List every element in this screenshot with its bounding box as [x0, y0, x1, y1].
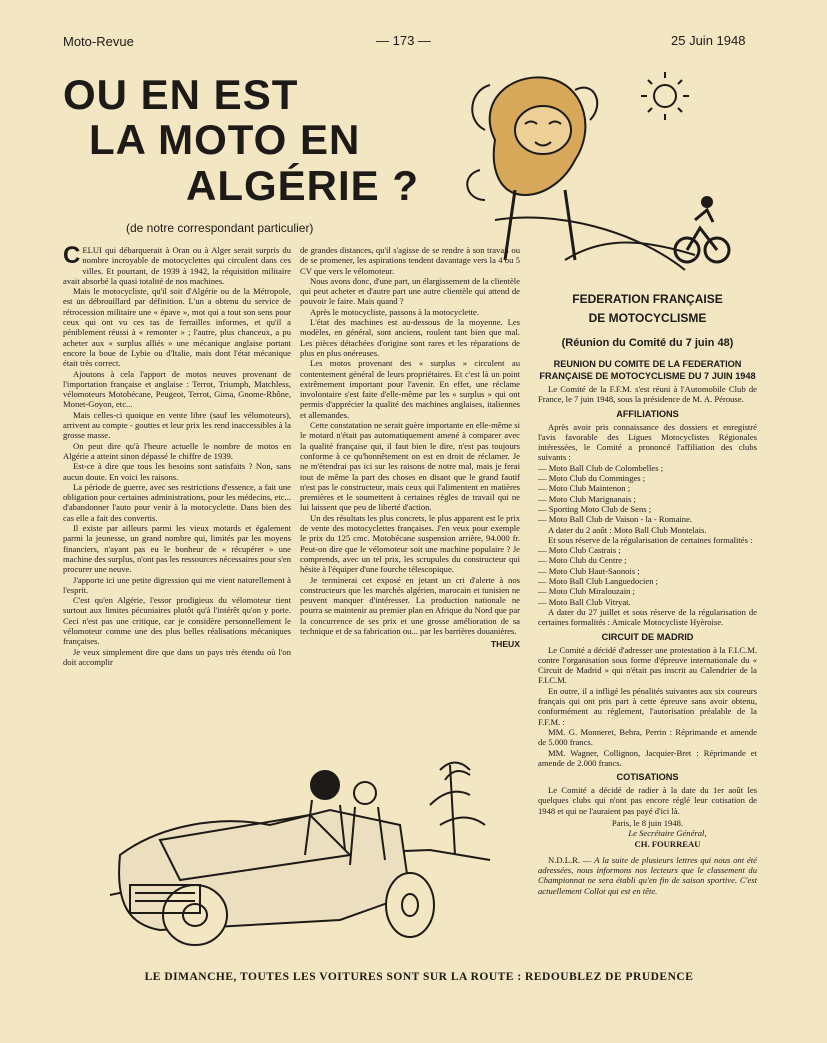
- list-item: — Moto Club Castrais ;: [538, 545, 621, 556]
- article-signature: THEUX: [490, 639, 520, 650]
- signature-role: Le Secrétaire Général,: [628, 828, 707, 839]
- circuit-heading: CIRCUIT DE MADRID: [601, 631, 694, 642]
- headline-line-2: LA MOTO EN: [89, 116, 361, 163]
- list-item: — Moto Ball Club Vitryat.: [538, 596, 631, 607]
- ffm-date: Paris, le 8 juin 1948.: [611, 817, 684, 828]
- article-paragraph: de grandes distances, qu'il s'agisse de se rendre à son travail ou de se promener, les aspirations tendent davantage vers la 4 ou 5 CV que vers le vélomoteur.: [300, 245, 520, 276]
- article-paragraph: C'est qu'en Algérie, l'essor prodigieux du vélomoteur tient surtout aux limites pécuniaires plutôt qu'à l'intérêt qu'on y porte. Ceci n'est pas une critique, car je considère personnellement le vélomoteur comme une des plus belles réalisations mécaniques françaises.: [63, 595, 291, 647]
- sun-icon: [654, 85, 676, 107]
- article-column-2: [300, 245, 520, 650]
- byline: (de notre correspondant particulier): [126, 221, 314, 235]
- article-paragraph: Ajoutons à cela l'apport de motos neuves provenant de l'importation française et anglaise : Terrot, Triumph, Matchless, vélomoteurs Motobécane, Peugeot, Terrot, Gima, Gnome-Rhône, Monet-Goyon, etc...: [63, 368, 291, 410]
- article-paragraph: Les motos provenant des « surplus » circulent au contentement général de leurs propriétaires. Et c'est là un point extrêmement important pour l'avenir. En effet, une réclame involontaire s'est faite d'elle-même par les « surplus » qui ont permis d'apprécier la qualité des machines anglaises, italiennes et allemandes.: [300, 358, 520, 420]
- article-paragraph: Il existe par ailleurs parmi les vieux motards et également parmi la jeunesse, un grand nombre qui, limités par les moyens financiers, n'ayant pas eu le bonheur de « récupérer » une machine des surplus, n'ont pas les ressources nécessaires pour s'en procurer une neuve.: [63, 523, 291, 575]
- meeting-heading: REUNION DU COMITE DE LA FEDERATION FRANÇAISE DE MOTOCYCLISME DU 7 JUIN 1948: [539, 359, 756, 381]
- drop-cap: C: [63, 242, 81, 269]
- cotisations-heading: COTISATIONS: [616, 772, 679, 783]
- list-item: — Moto Ball Club de Vaison - la - Romaine.: [538, 514, 693, 525]
- ffm-title-2: DE MOTOCYCLISME: [588, 311, 707, 325]
- list-item: — Sporting Moto Club de Sens ;: [538, 503, 652, 514]
- article-paragraph: Nous avons donc, d'une part, un élargissement de la clientèle qui peut acheter et d'autre part une autre clientèle qui attend de pouvoir le faire. Mais quand ?: [300, 275, 520, 307]
- club-list-2: [538, 545, 757, 607]
- ffm-paragraph: A dater du 2 août : Moto Ball Club Montelais.: [548, 524, 707, 535]
- headline-line-3: ALGÉRIE ?: [186, 162, 420, 209]
- article-paragraph: La période de guerre, avec ses restrictions d'essence, a fait une obligation pour certaines administrations, pour les médecins, etc... d'abandonner l'auto pour venir à la motocyclette. Dans bien des cas elle a fait des convertis.: [63, 481, 291, 523]
- club-list-1: [538, 463, 757, 525]
- article-paragraph: Je terminerai cet exposé en jetant un cri d'alerte à nos constructeurs que les marchés algérien, marocain et tunisien ne peuvent manquer d'intéresser. La production nationale ne pourra se maintenir au premier plan en Afrique du Nord que par la concurrence de ses prix et une grosse amélioration de sa technique et de sa fabrication ou... par les barrières douanières.: [300, 574, 520, 636]
- list-item: — Moto Club du Comminges ;: [538, 473, 646, 484]
- ffm-paragraph: Après avoir pris connaissance des dossiers et enregistré l'avis favorable des Ligues Motocyclistes Régionales intéressées, le Comité a prononcé l'affiliation des clubs suivants :: [538, 421, 757, 463]
- ndlr-text: A la suite de plusieurs lettres qui nous ont été adressées, nous informons nos lecteurs que le classement du Championnat ne sera établi qu'en fin de saison sportive. C'est actuellement Collot qui est en tête.: [538, 854, 757, 896]
- ffm-paragraph: Le Comité a décidé d'adresser une protestation à la F.I.C.M. contre l'organisation sous forme d'épreuve internationale du « Circuit de Madrid » qui n'était pas inscrit au Calendrier de la F.I.C.M.: [538, 644, 757, 686]
- ndlr-note: [538, 855, 757, 896]
- issue-date: 25 Juin 1948: [671, 33, 746, 48]
- article-paragraph: Cette constatation ne serait guère importante en elle-même si le motard n'était pas automatiquement amené à comparer avec la qualité française qui, il faut bien le dire, n'est pas toujours conforme à ce qu'honnêtement on est en droit de réclamer. Je ne m'étendrai pas ici sur les raisons de notre mal, mais je ferai tout de même la part des choses en disant que le grand fautif n'est pas le constructeur, mais ceux qui l'alimentent en matières premières et le soumettent à certaines règles de travail qui ne lui laissent que peu de liberté d'action.: [300, 420, 520, 513]
- ffm-section: [538, 292, 757, 896]
- list-item: — Moto Club Maintenon ;: [538, 483, 631, 494]
- ndlr-label: N.D.L.R. —: [548, 854, 592, 865]
- headline-line-1: OU EN EST: [63, 71, 299, 118]
- ffm-paragraph: En outre, il a infligé les pénalités suivantes aux six coureurs français qui ont pris part à cette épreuve sans avoir obtenu, conformément au règlement, l'autorisation préalable de la F.F.M. :: [538, 685, 757, 727]
- ffm-subtitle: (Réunion du Comité du 7 juin 48): [561, 337, 734, 349]
- list-item: — Moto Ball Club Languedocien ;: [538, 576, 659, 587]
- list-item: — Moto Club Haut-Saonois ;: [538, 565, 640, 576]
- list-item: — Moto Club Marignanais ;: [538, 493, 636, 504]
- article-paragraph: Après le motocycliste, passons à la motocyclette.: [310, 306, 479, 317]
- article-column-1: [63, 242, 291, 667]
- magazine-name: Moto-Revue: [63, 34, 134, 49]
- article-paragraph: ELUI qui débarquerait à Oran ou à Alger serait surpris du nombre incroyable de motocyclettes qui circulent dans ces villes. Et pourtant, de 1939 à 1942, la réquisition militaire avait absorbé la quasi totalité de nos machines.: [63, 245, 291, 286]
- ffm-title-1: FEDERATION FRANÇAISE: [572, 292, 723, 306]
- article-paragraph: L'état des machines est au-dessous de la moyenne. Les modèles, en général, sont anciens, roulent tant bien que mal. Les pièces détachées d'origine sont rares et les réparations de plus en plus onéreuses.: [300, 317, 520, 358]
- ffm-paragraph: A dater du 27 juillet et sous réserve de la régularisation de certaines formalités : Amicale Motocycliste Hyèroise.: [538, 606, 757, 628]
- article-paragraph: Un des résultats les plus concrets, le plus apparent est le prix de vente des motocyclettes françaises. J'en veux pour exemple le prix du 125 cmc. Motobécane suspension arrière, 94.000 fr. Peut-on dire que le vélomoteur soit une machine populaire ? Je comprends, avec un tel prix, les scrupules du constructeur qui hésite à l'équiper d'une fourche télescopique.: [300, 512, 520, 575]
- ffm-paragraph: MM. Wagner, Collignon, Jacquier-Bret : Réprimande et amende de 2.000 francs.: [538, 747, 757, 768]
- article-paragraph: Est-ce à dire que tous les besoins sont satisfaits ? Non, sans aucun doute. En voici les raisons.: [63, 461, 291, 482]
- article-paragraph: J'apporte ici une petite digression qui me vient naturellement à l'esprit.: [63, 574, 291, 595]
- lion-illustration: [455, 60, 740, 275]
- ffm-paragraph: MM. G. Monneret, Behra, Perrin : Réprimande et amende de 5.000 francs.: [538, 726, 757, 748]
- article-paragraph: Je veux simplement dire que dans un pays très étendu où l'on doit accomplir: [63, 646, 291, 667]
- signature-name: CH. FOURREAU: [634, 838, 701, 849]
- list-item: — Moto Club du Centre ;: [538, 555, 627, 566]
- article-paragraph: On peut dire qu'à l'heure actuelle le nombre de motos en Algérie a atteint sinon dépassé le chiffre de 1939.: [63, 440, 291, 461]
- car-illustration: [100, 745, 520, 955]
- list-item: — Moto Ball Club de Colombelles ;: [538, 462, 664, 473]
- ffm-paragraph: Le Comité a décidé de radier à la date du 1er août les quelques clubs qui n'ont pas encore réglé leur cotisation de 1948 et qui ne l'auraient pas payé d'ici là.: [538, 785, 757, 816]
- list-item: — Moto Club Miralouzain ;: [538, 586, 635, 597]
- article-paragraph: Mais le motocycliste, qu'il soit d'Algérie ou de la Métropole, est un débrouillard par définition. L'un a obtenu du service de rétrocession militaire une « épave », mot qui a tout son sens pour ceux qui ont vu ces tas de ferrailles informes, et qu'il a péniblement réussi à « remonter » ; l'autre, plus chanceux, a pu acheter aux « surplus alliés » une mécanique anglaise portant encore la boue de Lybie ou d'Italie, mais dont l'état mécanique était très correct.: [63, 286, 291, 369]
- page-number: — 173 —: [376, 33, 431, 48]
- ffm-paragraph: Et sous réserve de la régularisation de certaines formalités :: [548, 534, 753, 545]
- affiliations-heading: AFFILIATIONS: [616, 408, 679, 419]
- ffm-paragraph: Le Comité de la F.F.M. s'est réuni à l'Automobile Club de France, le 7 juin 1948, sous la présidence de M. A. Pérouse.: [538, 384, 757, 405]
- footer-banner: LE DIMANCHE, TOUTES LES VOITURES SONT SUR LA ROUTE : REDOUBLEZ DE PRUDENCE: [144, 971, 694, 983]
- article-paragraph: Mais celles-ci quoique en vente libre (sauf les vélomoteurs), arrivent au compte - gouttes et leur prix les rend inaccessibles à la grosse masse.: [63, 409, 291, 441]
